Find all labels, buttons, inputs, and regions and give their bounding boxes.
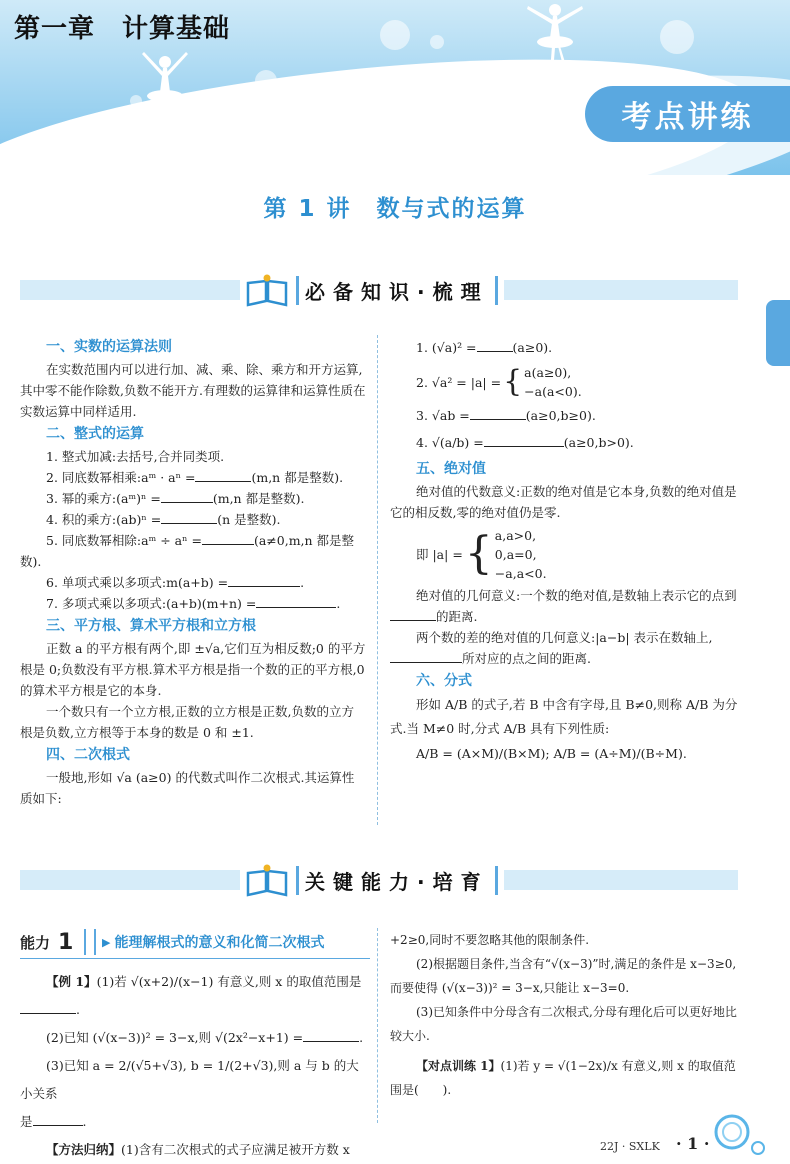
example-block [20, 968, 366, 1164]
heading: 五、绝对值 [416, 461, 486, 477]
list-item: 4. 积的乘方:(ab)ⁿ = (n 是整数). [20, 509, 366, 530]
example-line: 是 . [20, 1108, 366, 1136]
ability-underline [20, 958, 370, 959]
list-item: 6. 单项式乘以多项式:m(a+b) = . [20, 572, 366, 593]
bubble-decoration [380, 20, 410, 50]
ballerina-icon [520, 0, 590, 75]
list-item: 3. √ab = (a≥0,b≥0). [390, 403, 740, 429]
heading: 一、实数的运算法则 [46, 339, 172, 355]
side-tab [766, 300, 790, 366]
left-column [20, 335, 366, 809]
paragraph: 正数 a 的平方根有两个,即 ±√a,它们互为相反数;0 的平方根是 0;负数没有平方根.算术平方根是指一个数的正的平方根,0 的算术平方根是它的本身. [20, 641, 366, 698]
column-divider [377, 335, 378, 825]
heading: 三、平方根、算术平方根和立方根 [46, 618, 256, 634]
column-divider [377, 928, 378, 1123]
example-line: (2)已知 (√(x−3))² = 3−x,则 √(2x²−x+1) = . [20, 1024, 366, 1052]
triangle-icon: ▶ [102, 935, 111, 949]
lesson-title: 第 1 讲 数与式的运算 [263, 196, 527, 222]
chapter-title: 第一章 计算基础 [14, 14, 231, 44]
section-title: 必备知识·梳理 [296, 276, 498, 305]
topic-tab: 考点讲练 [585, 86, 790, 142]
method-continued [390, 928, 740, 1102]
list-item: 5. 同底数幂相除:aᵐ ÷ aⁿ = (a≠0,m,n 都是整数). [20, 530, 366, 572]
heading: 六、分式 [416, 673, 472, 689]
bubble-decoration [660, 20, 694, 54]
paragraph: 两个数的差的绝对值的几何意义:|a−b| 表示在数轴上,所对应的点之间的距离. [390, 627, 740, 669]
list-item: 7. 多项式乘以多项式:(a+b)(m+n) = . [20, 593, 366, 614]
abs-definition: 即 |a| = { a,a>0, 0,a=0, −a,a<0. [416, 527, 547, 581]
method-line: 【方法归纳】(1)含有二次根式的式子应满足被开方数 x [46, 1142, 350, 1157]
heading: 二、整式的运算 [46, 426, 144, 442]
bubble-decoration [255, 70, 277, 92]
list-item: 4. √(a/b) = (a≥0,b>0). [390, 429, 740, 457]
right-column [390, 335, 740, 767]
list-item: 1. (√a)² = (a≥0). [390, 335, 740, 361]
paragraph: 绝对值的几何意义:一个数的绝对值,是数轴上表示它的点到的距离. [390, 585, 740, 627]
header-banner [0, 0, 790, 175]
ability-divider [84, 929, 96, 955]
paragraph: (3)已知条件中分母含有二次根式,分母有理化后可以更好地比较大小. [390, 1005, 737, 1043]
ability-label: 能力 [20, 933, 51, 952]
bubble-decoration [430, 35, 444, 49]
formula: A/B = (A×M)/(B×M); A/B = (A÷M)/(B÷M). [416, 746, 687, 761]
book-icon [246, 273, 288, 307]
heading: 四、二次根式 [46, 747, 130, 763]
paragraph: 一个数只有一个立方根,正数的立方根是正数,负数的立方根是负数,立方根等于本身的数是 0 和 ±1. [20, 704, 354, 740]
bubble-decoration [285, 108, 301, 124]
ability-header [20, 928, 370, 956]
example-line: 【例 1】(1)若 √(x+2)/(x−1) 有意义,则 x 的取值范围是. [20, 968, 366, 1024]
paragraph: 在实数范围内可以进行加、减、乘、除、乘方和开方运算,其中零不能作除数,负数不能开方.有理数的运算律和运算性质在实数运算中同样适用. [20, 362, 366, 419]
page-number: · 1 · [676, 1134, 710, 1153]
book-icon [246, 863, 288, 897]
section-header-ability [240, 862, 504, 898]
list-item: 1. 整式加减:去括号,合并同类项. [46, 449, 225, 464]
ability-title: 能理解根式的意义和化简二次根式 [114, 935, 325, 951]
paragraph: 一般地,形如 √a (a≥0) 的代数式叫作二次根式.其运算性质如下: [20, 770, 355, 806]
example-line: (3)已知 a = 2/(√5+√3), b = 1/(2+√3),则 a 与 b 的大小关系 [20, 1058, 359, 1101]
paragraph: +2≥0,同时不要忽略其他的限制条件. [390, 933, 590, 947]
paragraph: (2)根据题目条件,当含有“√(x−3)”时,满足的条件是 x−3≥0,而要使得 (√(x−3))² = 3−x,只能让 x−3=0. [390, 957, 737, 995]
list-item: 2. 同底数幂相乘:aᵐ · aⁿ = (m,n 都是整数). [20, 467, 366, 488]
paragraph: 绝对值的代数意义:正数的绝对值是它本身,负数的绝对值是它的相反数,零的绝对值仍是零. [390, 484, 737, 520]
training-line: 【对点训练 1】(1)若 y = √(1−2x)/x 有意义,则 x 的取值范围是( ). [390, 1059, 736, 1097]
list-item: 2. √a² = |a| = { a(a≥0), −a(a<0). [416, 364, 582, 399]
magnifier-icon [710, 1110, 770, 1160]
ability-number: 1 [58, 929, 74, 955]
footer-code: 22J · SXLK [600, 1140, 660, 1153]
list-item: 3. 幂的乘方:(aᵐ)ⁿ = (m,n 都是整数). [20, 488, 366, 509]
paragraph: 形如 A/B 的式子,若 B 中含有字母,且 B≠0,则称 A/B 为分式.当 M≠0 时,分式 A/B 具有下列性质: [390, 697, 738, 736]
section-title: 关键能力·培育 [296, 866, 498, 895]
section-header-knowledge [240, 272, 504, 308]
ballerina-icon [130, 50, 200, 140]
